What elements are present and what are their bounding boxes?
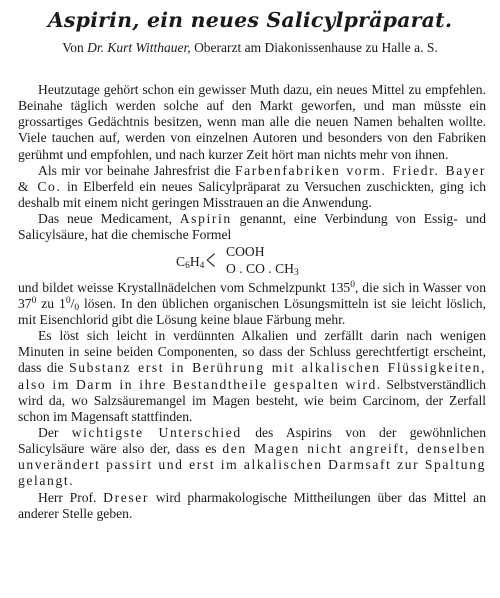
byline-author: Dr. Kurt Witthauer,: [87, 40, 191, 55]
paragraph-2: [18, 163, 486, 211]
p4-text-a: und bildet weisse Krystallnädelchen vom Schmelzpunkt 135: [18, 279, 351, 295]
formula-lhs: [176, 254, 204, 270]
paragraph-1: Heutzutage gehört schon ein gewisser Muth dazu, ein neues Mittel zu empfehlen. Beinahe täglich werden solche auf den Markt geworfen, und man müsste ein grossartiges Gedächtnis besitzen, wenn man alle die neuen Namen behalten wollte. Viele tauchen auf, werden von einzelnen Autoren und besonders von den Fabriken gerühmt und empfohlen, und nach kurzer Zeit hört man nichts mehr von ihnen.: [18, 82, 486, 162]
formula-h: H: [189, 253, 200, 269]
p2-text-b: in Elberfeld ein neues Salicylpräparat zu Versuchen zuschickten, ging ich deshalb mit einem nicht geringen Misstrauen an die Anwendung.: [18, 178, 487, 211]
p4-percent-slash: /: [70, 295, 75, 311]
chemical-formula: [18, 244, 486, 280]
p5-text-b: Selbstverständlich wird da, wo Salzsäuremangel im Magen besteht, wie beim Carcinom, der Zerfall schon im Magensaft stattfinden.: [18, 376, 486, 424]
formula-bottom-text: O . CO . CH: [226, 260, 294, 276]
p6-spaced-text-2: den Magen nicht angreift, denselben unverändert passirt und erst im alkalischen Darmsaft zur Spaltung gelangt.: [18, 441, 486, 489]
p3-drug-name: Aspirin: [179, 211, 232, 227]
p7-text-b: wird pharmakologische Mittheilungen über das Mittel an anderer Stelle geben.: [18, 489, 487, 521]
p6-text-b: des Aspirins von der gewöhnlichen Salicylsäure wäre also der, dass es: [18, 424, 487, 457]
p4-degree-1: 0: [350, 279, 355, 290]
formula-brace: <: [206, 243, 216, 277]
byline-prefix: Von: [62, 40, 88, 55]
byline-affiliation: Oberarzt am Diakonissenhause zu Halle a. S.: [190, 40, 438, 55]
p4-text-b: , die sich in Wasser von 37: [18, 279, 486, 311]
p2-firm-name: Farbenfabriken vorm. Friedr. Bayer & Co.: [18, 162, 486, 194]
p2-text-a: Als mir vor beinahe Jahresfrist die: [38, 162, 235, 178]
p7-text-a: Herr Prof.: [38, 489, 104, 505]
article-title: Aspirin, ein neues Salicylpräparat.: [47, 8, 453, 32]
p3-text-a: Das neue Medicament,: [38, 211, 180, 227]
formula-sub-6: 6: [185, 260, 190, 271]
formula-sub-3: 3: [293, 267, 299, 278]
formula-bottom-group: [226, 261, 299, 277]
article-body: [18, 82, 486, 522]
p6-text-a: Der: [38, 424, 72, 440]
paragraph-7: [18, 490, 486, 522]
p6-spaced-text: wichtigste Unterschied: [71, 424, 242, 440]
paragraph-5: [18, 328, 486, 425]
byline: [0, 40, 500, 56]
p5-spaced-text: Substanz erst in Berührung mit alkalischen Flüssigkeiten, also im Darm in ihre Bestandtheile gespalten wird.: [18, 360, 486, 392]
p3-text-b: genannt, eine Verbindung von Essig- und Salicylsäure, hat die chemische Formel: [18, 211, 486, 243]
paragraph-6: [18, 425, 486, 490]
paragraph-3: [18, 211, 486, 243]
p4-percent-sup: 0: [65, 295, 71, 306]
p4-text-c: zu 1: [36, 295, 66, 311]
formula-sub-4: 4: [199, 260, 205, 271]
paragraph-4: [18, 280, 486, 328]
p4-text-d: lösen. In den üblichen organischen Lösungsmitteln ist sie leicht löslich, mit Eisenchlorid gibt die Lösung keine blaue Färbung mehr.: [18, 295, 486, 327]
p4-degree-2: 0: [31, 295, 37, 306]
formula-c: C: [176, 253, 186, 269]
p5-text-a: Es löst sich leicht in verdünnten Alkalien und zerfällt darin nach wenigen Minuten in seine beiden Componenten, so dass der Schluss gerechtfertigt erscheint, dass die: [18, 328, 486, 376]
formula-top-group: COOH: [226, 243, 265, 259]
p4-percent-sub: 0: [74, 302, 80, 313]
p7-author-name: Dreser: [103, 489, 149, 505]
